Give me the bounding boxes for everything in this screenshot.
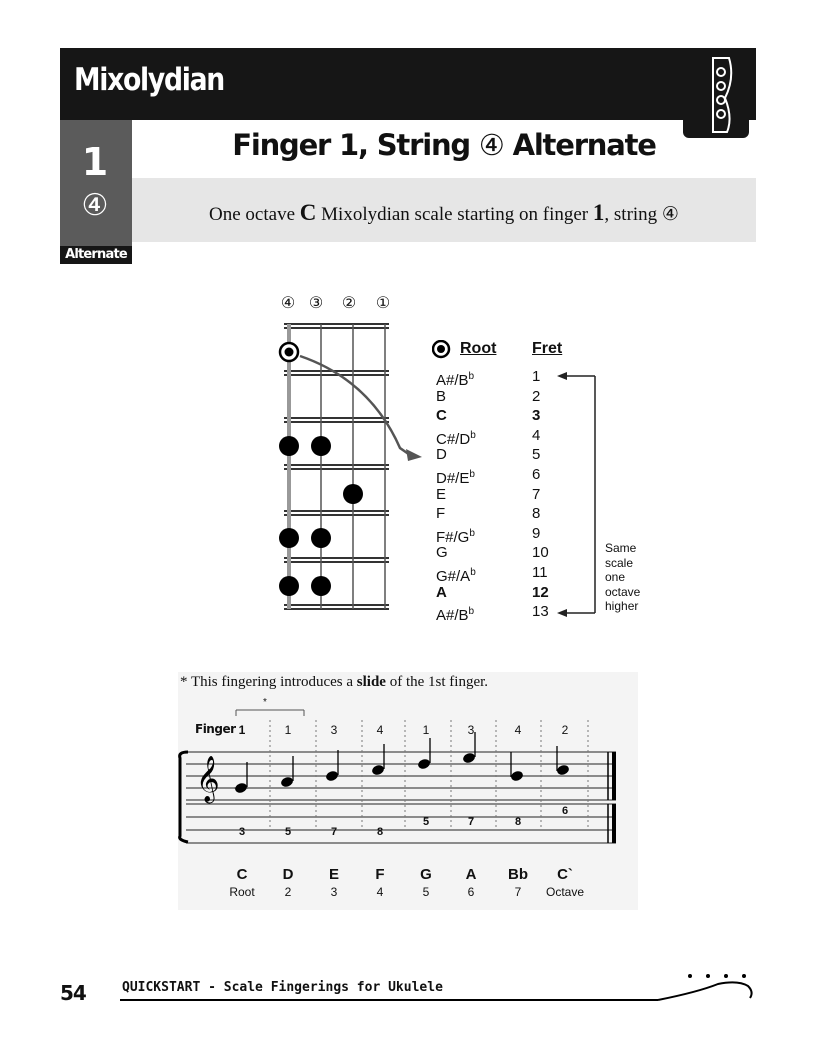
string-label-3: ③ xyxy=(308,295,324,312)
page-number: 54 xyxy=(60,981,86,1005)
note-name: F xyxy=(436,505,446,523)
tab-number: 6 xyxy=(561,805,569,817)
note-name: B xyxy=(436,387,447,405)
end-barlines xyxy=(608,752,614,843)
note-name: $F\#/G^b$ xyxy=(436,527,475,546)
scale-degree: 2 xyxy=(284,885,292,899)
tab-number: 8 xyxy=(376,826,384,838)
fret-number: 7 xyxy=(532,485,541,503)
note-name: G xyxy=(436,544,448,562)
note-name: $A\#/B^b$ xyxy=(436,371,475,389)
note-name: $A\#/B^b$ xyxy=(436,606,475,625)
fret-lines xyxy=(284,324,389,609)
page-title: Mixolydian xyxy=(74,62,224,98)
octave-note xyxy=(605,541,640,614)
note-name-label: Bb xyxy=(508,866,528,883)
finger-number: 3 xyxy=(467,723,475,737)
tab-number: 7 xyxy=(467,816,475,828)
octave-note-line: one xyxy=(605,570,626,585)
finger-number: 1 xyxy=(284,723,292,737)
finger-number: 4 xyxy=(514,723,522,737)
desc-text1: One octave xyxy=(209,204,296,225)
desc-text3: , string xyxy=(604,204,658,225)
tab-number: 3 xyxy=(238,826,246,838)
fret-number: 1 xyxy=(532,368,541,385)
note-name: $G\#/A^b$ xyxy=(436,567,476,585)
subtitle-string: ④ xyxy=(478,128,504,162)
note-name: $D\#/E^b$ xyxy=(436,469,475,487)
fret-header: Fret xyxy=(532,340,563,357)
subtitle-suffix: Alternate xyxy=(512,128,656,162)
string-label-1: ① xyxy=(375,295,391,312)
footnote-text: * This fingering introduces a xyxy=(180,674,354,690)
finger-number: 1 xyxy=(238,723,246,737)
desc-string: ④ xyxy=(661,204,679,225)
scale-degree: Root xyxy=(229,885,255,899)
system-brace xyxy=(180,752,188,842)
footnote-text: of the 1st finger. xyxy=(389,674,489,690)
footnote xyxy=(180,674,488,691)
scale-degree: 5 xyxy=(422,885,430,899)
finger-number: 2 xyxy=(561,723,569,737)
note-name: $C\#/D^b$ xyxy=(436,429,476,448)
octave-note-line: higher xyxy=(605,599,639,614)
fret-number: 8 xyxy=(532,505,541,523)
fret-number: 5 xyxy=(532,446,541,464)
desc-finger: 1 xyxy=(592,200,605,225)
note-name: E xyxy=(436,485,447,503)
slide-bracket xyxy=(236,710,304,716)
staff-lines xyxy=(186,752,616,800)
fret-number: 12 xyxy=(532,583,549,601)
scale-degree: 3 xyxy=(330,885,338,899)
root-header: Root xyxy=(460,340,497,357)
fret-number: 6 xyxy=(532,466,541,483)
desc-key: C xyxy=(299,200,317,225)
root-legend-icon xyxy=(432,340,452,360)
slide-arrowhead xyxy=(406,449,422,461)
slide-mark: * xyxy=(263,697,267,708)
desc-text2: Mixolydian scale starting on finger xyxy=(321,204,589,225)
tab-number: 5 xyxy=(422,816,430,828)
note-name-label: G xyxy=(420,866,432,883)
footer-title: QUICKSTART - Scale Fingerings for Ukulele xyxy=(122,980,443,995)
side-tab-label: Alternate xyxy=(60,246,132,264)
section-subtitle xyxy=(132,128,756,162)
finger-number: 3 xyxy=(330,723,338,737)
scale-degree: 6 xyxy=(467,885,475,899)
string-label-2: ② xyxy=(341,295,357,312)
fret-number: 13 xyxy=(532,603,549,621)
note-name: C xyxy=(436,407,447,425)
fret-number: 3 xyxy=(532,407,541,425)
description xyxy=(132,200,756,226)
note-name-label: A xyxy=(465,866,477,883)
note-name-label: F xyxy=(375,866,385,883)
finger-number: 4 xyxy=(376,723,384,737)
footer-rule xyxy=(118,962,758,1010)
scale-degree: 4 xyxy=(376,885,384,899)
beat-guides xyxy=(270,720,588,830)
fret-number: 10 xyxy=(532,544,549,562)
footnote-bold: slide xyxy=(356,674,386,690)
note-name-label: C xyxy=(236,866,248,883)
octave-note-line: octave xyxy=(605,584,641,599)
octave-bracket xyxy=(555,368,605,618)
subtitle-prefix: Finger 1, String xyxy=(232,128,470,162)
tab-number: 7 xyxy=(330,826,338,838)
ukulele-headstock-icon xyxy=(683,48,749,138)
ukulele-outline-icon xyxy=(658,982,752,1000)
note-name-label: C` xyxy=(557,866,573,883)
octave-note-line: Same xyxy=(605,541,637,555)
side-tab-finger: 1 xyxy=(81,140,109,184)
scale-degree: 7 xyxy=(514,885,522,899)
fret-number: 11 xyxy=(532,564,548,581)
note-name-label: D xyxy=(282,866,294,883)
finger-label: Finger xyxy=(195,722,236,736)
string-label-4: ④ xyxy=(280,295,296,312)
note-name: A xyxy=(436,583,447,601)
fret-number: 9 xyxy=(532,524,541,542)
fretboard-diagram xyxy=(270,310,450,620)
tab-number: 5 xyxy=(284,826,292,838)
octave-note-line: scale xyxy=(605,555,634,570)
note-name: D xyxy=(436,446,447,464)
dots xyxy=(688,974,746,978)
treble-clef-icon: 𝄞 xyxy=(196,756,220,802)
fret-number: 2 xyxy=(532,387,541,405)
side-tab-string: ④ xyxy=(81,188,109,223)
strings xyxy=(289,324,385,609)
notes xyxy=(234,732,570,794)
scale-degree: Octave xyxy=(545,885,584,899)
ukulele-logo xyxy=(683,48,749,138)
finger-number: 1 xyxy=(422,723,430,737)
fret-number: 4 xyxy=(532,426,541,444)
note-name-label: E xyxy=(328,866,339,883)
root-marker xyxy=(280,343,298,361)
tab-number: 8 xyxy=(514,816,522,828)
